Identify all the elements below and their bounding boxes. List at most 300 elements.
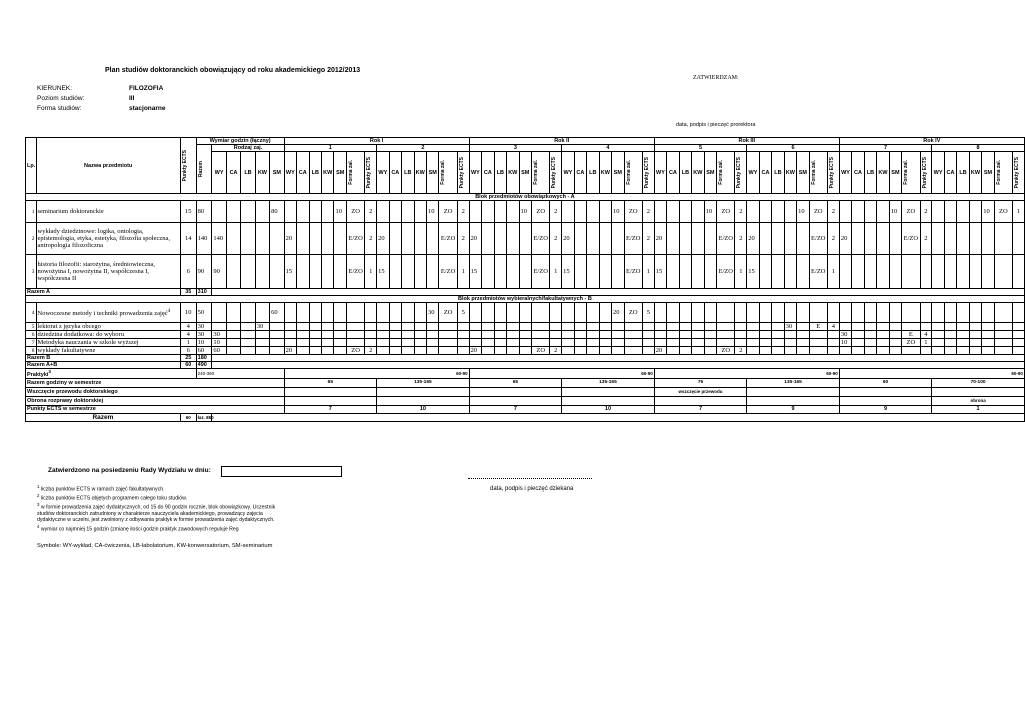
row-s6-forma <box>809 339 827 347</box>
row-s6-kw <box>784 255 796 289</box>
row-s6-lb <box>772 323 784 331</box>
col-s2-ects: Punkty ECTS <box>457 152 469 194</box>
row-s6-ca <box>759 201 771 223</box>
row-s6-forma: E <box>809 323 827 331</box>
ects-sem-5: 7 <box>654 405 747 413</box>
row-s2-forma <box>439 331 457 339</box>
row-s5-sm <box>704 339 716 347</box>
row-s3-forma <box>532 323 550 331</box>
row-s1-kw <box>321 255 333 289</box>
row-s1-wy <box>284 201 296 223</box>
row-s7-sm <box>889 331 901 339</box>
ects-sem-7: 9 <box>839 405 932 413</box>
row-s5-wy <box>654 339 666 347</box>
row-lp: 4 <box>26 303 37 323</box>
row-s8-ca <box>944 339 956 347</box>
row-s1-sm <box>334 255 346 289</box>
row-s1-ects <box>365 323 377 331</box>
row-s2-forma: ZO <box>439 303 457 323</box>
col-s4-forma: Forma zal. <box>624 152 642 194</box>
blok-b-header: Blok przedmiotów wybieralnych/fakultatywnych - B <box>26 296 1025 303</box>
row-s1-wy <box>284 323 296 331</box>
row-s3-kw <box>507 339 519 347</box>
row-rodzaj-kw <box>255 255 269 289</box>
col-wymiar: Wymiar godzin (łączny) <box>196 138 284 145</box>
row-s2-forma: ZO <box>439 201 457 223</box>
row-s3-kw <box>507 201 519 223</box>
row-s7-sm <box>889 347 901 355</box>
row-name: Metodyka nauczania w szkole wyższej <box>36 339 180 347</box>
row-s7-ects <box>920 303 932 323</box>
col-s6-kw: KW <box>784 152 796 194</box>
row-s1-ca <box>297 347 309 355</box>
row-ects: 14 <box>180 223 196 255</box>
col-s4-ca: CA <box>574 152 586 194</box>
row-rodzaj-lb <box>241 201 255 223</box>
row-s5-kw <box>692 347 704 355</box>
col-sem-8: 8 <box>932 145 1025 152</box>
row-s5-wy: 20 <box>654 347 666 355</box>
dziekan-signature-label: data, podpis i pieczęć dziekana <box>490 486 574 492</box>
row-s8-sm <box>982 347 994 355</box>
row-s3-wy <box>469 201 481 223</box>
row-s3-wy: 15 <box>469 255 481 289</box>
row-s6-sm <box>797 331 809 339</box>
row-s5-sm: 10 <box>704 201 716 223</box>
row-s3-lb <box>494 255 506 289</box>
row-s1-wy: 20 <box>284 347 296 355</box>
row-s8-wy <box>932 255 944 289</box>
row-s1-ects: 2 <box>365 347 377 355</box>
row-s3-ects: 1 <box>550 255 562 289</box>
row-s8-ects: 1 <box>1013 201 1025 223</box>
row-s6-forma: ZO <box>809 201 827 223</box>
row-s4-sm <box>612 347 624 355</box>
row-s7-sm <box>889 255 901 289</box>
row-s1-sm <box>334 331 346 339</box>
row-s8-sm <box>982 331 994 339</box>
row-s4-lb <box>587 255 599 289</box>
godz-sem-label: Razem godziny w semestrze <box>26 378 285 387</box>
row-name: wykłady dziedzinowe: logika, ontologia, epistemologia, etyka, estetyka, filozofia społeczna, antropologia filozoficzna <box>36 223 180 255</box>
row-s8-lb <box>957 331 969 339</box>
row-s8-lb <box>957 255 969 289</box>
obrona-label: Obrona rozprawy doktorskiej <box>26 396 285 405</box>
row-s6-kw <box>784 347 796 355</box>
row-s8-wy <box>932 347 944 355</box>
footnotes <box>37 484 277 533</box>
row-s5-sm <box>704 331 716 339</box>
row-s4-ects: 2 <box>642 201 654 223</box>
obrona-sem-4 <box>562 396 655 405</box>
row-s6-ects <box>827 303 839 323</box>
col-s1-ects: Punkty ECTS <box>365 152 377 194</box>
row-s4-forma: E/ZO <box>624 255 642 289</box>
row-s1-lb <box>309 347 321 355</box>
row-s6-forma <box>809 303 827 323</box>
row-s5-ca <box>667 339 679 347</box>
row-s4-ects <box>642 323 654 331</box>
row-s2-sm <box>426 347 438 355</box>
row-s4-ca <box>574 255 586 289</box>
row-s8-kw <box>969 339 981 347</box>
row-s1-lb <box>309 255 321 289</box>
row-s4-ects: 5 <box>642 303 654 323</box>
row-s1-ca <box>297 201 309 223</box>
col-sem-5: 5 <box>654 145 747 152</box>
row-s3-forma <box>532 303 550 323</box>
row-s4-lb <box>587 223 599 255</box>
row-s1-kw <box>321 347 333 355</box>
col-s6-wy: WY <box>747 152 759 194</box>
row-s5-ca <box>667 201 679 223</box>
row-s6-forma <box>809 347 827 355</box>
row-s5-lb <box>679 303 691 323</box>
row-s3-ca <box>482 339 494 347</box>
row-s4-lb <box>587 339 599 347</box>
row-s3-ects <box>550 303 562 323</box>
row-s7-sm <box>889 339 901 347</box>
col-rodzaj-kw: KW <box>255 152 269 194</box>
row-s2-ca <box>389 331 401 339</box>
row-s5-lb <box>679 339 691 347</box>
row-s7-lb <box>864 323 876 331</box>
row-s6-ca <box>759 255 771 289</box>
row-s1-kw <box>321 323 333 331</box>
col-rodzaj-ca: CA <box>226 152 240 194</box>
row-s6-sm <box>797 323 809 331</box>
row-s1-ca <box>297 255 309 289</box>
row-s4-ca <box>574 201 586 223</box>
row-s8-ca <box>944 331 956 339</box>
wszczecie-label: Wszczęcie przewodu doktorskiego <box>26 387 285 396</box>
row-s5-forma <box>717 323 735 331</box>
row-s2-wy <box>377 339 389 347</box>
row-s4-wy <box>562 323 574 331</box>
row-s4-ca <box>574 339 586 347</box>
row-s5-sm <box>704 303 716 323</box>
row-s8-wy <box>932 223 944 255</box>
col-s5-forma: Forma zal. <box>717 152 735 194</box>
row-s2-ca <box>389 255 401 289</box>
row-s7-lb <box>864 255 876 289</box>
row-s5-forma <box>717 331 735 339</box>
row-s3-wy <box>469 331 481 339</box>
row-s2-ca <box>389 339 401 347</box>
row-razem: 30 <box>196 331 212 339</box>
col-s3-ca: CA <box>482 152 494 194</box>
row-s5-kw <box>692 339 704 347</box>
row-s3-ca <box>482 223 494 255</box>
godz-sem-5: 75 <box>654 378 747 387</box>
row-lp: 7 <box>26 339 37 347</box>
godz-sem-4: 135-165 <box>562 378 655 387</box>
praktyki-rok-4: 60-90 <box>839 369 1024 379</box>
row-s5-ca <box>667 255 679 289</box>
row-s8-forma <box>994 347 1012 355</box>
row-s4-forma: E/ZO <box>624 223 642 255</box>
row-s6-ca <box>759 303 771 323</box>
row-s2-ca <box>389 323 401 331</box>
row-s2-wy: 15 <box>377 255 389 289</box>
col-s7-kw: KW <box>877 152 889 194</box>
row-s8-kw <box>969 201 981 223</box>
row-rodzaj-lb <box>241 255 255 289</box>
row-s4-kw <box>599 323 611 331</box>
col-s7-sm: SM <box>889 152 901 194</box>
row-s5-wy: 20 <box>654 223 666 255</box>
row-s6-lb <box>772 223 784 255</box>
rada-date-field[interactable] <box>221 466 342 477</box>
row-s2-lb <box>402 347 414 355</box>
col-sem-3: 3 <box>469 145 562 152</box>
col-sem-6: 6 <box>747 145 840 152</box>
row-s7-sm <box>889 223 901 255</box>
row-rodzaj-sm: 80 <box>270 201 284 223</box>
row-s1-forma <box>346 339 364 347</box>
row-s5-sm <box>704 323 716 331</box>
row-s5-ects: 2 <box>735 347 747 355</box>
row-s2-kw <box>414 331 426 339</box>
col-s8-ca: CA <box>944 152 956 194</box>
row-rodzaj-lb <box>241 331 255 339</box>
forma-label: Forma studiów: <box>37 105 82 112</box>
row-s3-wy <box>469 323 481 331</box>
prorektor-signature-label: data, podpis i pieczęć prorektora <box>676 122 756 128</box>
row-s1-ca <box>297 331 309 339</box>
row-s8-kw <box>969 331 981 339</box>
row-s7-ects <box>920 255 932 289</box>
row-s7-ca <box>852 331 864 339</box>
wszczecie-sem-5: wszczęcie przewodu <box>654 387 747 396</box>
col-s8-kw: KW <box>969 152 981 194</box>
row-s6-wy <box>747 323 759 331</box>
row-rodzaj-sm <box>270 347 284 355</box>
col-s5-sm: SM <box>704 152 716 194</box>
row-s6-kw: 30 <box>784 323 796 331</box>
row-s4-kw <box>599 339 611 347</box>
row-s4-forma <box>624 339 642 347</box>
row-s7-ects <box>920 347 932 355</box>
row-lp: 5 <box>26 323 37 331</box>
row-s4-wy: 20 <box>562 223 574 255</box>
row-razem: 90 <box>196 255 212 289</box>
row-lp: 1 <box>26 201 37 223</box>
razem-final-label: Razem <box>26 413 181 421</box>
row-s7-lb <box>864 201 876 223</box>
row-s3-kw <box>507 323 519 331</box>
row-s7-forma <box>902 255 920 289</box>
row-s7-lb <box>864 303 876 323</box>
row-s6-ects: 4 <box>827 323 839 331</box>
row-s3-lb <box>494 347 506 355</box>
row-s5-ects <box>735 339 747 347</box>
row-s4-kw <box>599 255 611 289</box>
row-s2-ca <box>389 223 401 255</box>
row-s8-forma <box>994 223 1012 255</box>
row-s2-lb <box>402 303 414 323</box>
row-rodzaj-lb <box>241 323 255 331</box>
row-s1-lb <box>309 339 321 347</box>
praktyki-rok-1: 60-90 <box>284 369 469 379</box>
wszczecie-sem-7 <box>839 387 932 396</box>
ects-sem-label: Punkty ECTS w semestrze <box>26 405 285 413</box>
row-s8-wy <box>932 201 944 223</box>
row-s5-ca <box>667 331 679 339</box>
col-s5-kw: KW <box>692 152 704 194</box>
row-ects: 6 <box>180 347 196 355</box>
row-s6-forma: E/ZO <box>809 255 827 289</box>
col-s7-ects: Punkty ECTS <box>920 152 932 194</box>
row-s5-ca <box>667 303 679 323</box>
row-s1-kw <box>321 339 333 347</box>
row-s3-wy <box>469 303 481 323</box>
row-s8-forma <box>994 255 1012 289</box>
ects-sem-2: 10 <box>377 405 470 413</box>
row-ects: 4 <box>180 323 196 331</box>
row-s4-wy <box>562 347 574 355</box>
row-s6-lb <box>772 331 784 339</box>
col-s1-sm: SM <box>334 152 346 194</box>
row-lp: 2 <box>26 223 37 255</box>
row-s1-wy: 20 <box>284 223 296 255</box>
row-s3-kw <box>507 223 519 255</box>
row-s7-wy <box>839 201 851 223</box>
row-s6-kw <box>784 201 796 223</box>
row-s7-ca <box>852 201 864 223</box>
col-s8-lb: LB <box>957 152 969 194</box>
row-s6-kw <box>784 303 796 323</box>
row-rodzaj-wy: 140 <box>212 223 226 255</box>
row-s6-lb <box>772 255 784 289</box>
row-s2-ects <box>457 347 469 355</box>
row-s2-ects: 2 <box>457 201 469 223</box>
row-s7-ca <box>852 255 864 289</box>
row-s1-lb <box>309 201 321 223</box>
row-s5-sm <box>704 255 716 289</box>
wszczecie-sem-2 <box>377 387 470 396</box>
col-nazwa: Nazwa przedmiotu <box>36 138 180 194</box>
row-s4-lb <box>587 323 599 331</box>
row-s7-kw <box>877 255 889 289</box>
row-s1-lb <box>309 303 321 323</box>
row-s2-lb <box>402 331 414 339</box>
row-s8-lb <box>957 323 969 331</box>
row-s2-wy <box>377 347 389 355</box>
row-s8-lb <box>957 347 969 355</box>
razem-b-label: Razem B <box>26 355 181 362</box>
col-s7-wy: WY <box>839 152 851 194</box>
row-s8-sm <box>982 323 994 331</box>
row-s2-wy <box>377 303 389 323</box>
col-s6-ects: Punkty ECTS <box>827 152 839 194</box>
row-name: dziedzina dodatkowa: do wyboru <box>36 331 180 339</box>
row-s2-forma <box>439 347 457 355</box>
row-rodzaj-kw <box>255 331 269 339</box>
row-s4-lb <box>587 347 599 355</box>
row-s4-sm <box>612 331 624 339</box>
row-s4-ca <box>574 331 586 339</box>
row-rodzaj-wy <box>212 323 226 331</box>
row-s3-forma <box>532 331 550 339</box>
obrona-sem-8: obrona <box>932 396 1025 405</box>
row-s7-forma: ZO <box>902 339 920 347</box>
table-row <box>26 303 1025 323</box>
row-s8-forma <box>994 303 1012 323</box>
ects-sem-4: 10 <box>562 405 655 413</box>
col-s3-forma: Forma zal. <box>532 152 550 194</box>
praktyki-label: Praktyki$^3$ <box>26 369 197 379</box>
row-s2-ects: 2 <box>457 223 469 255</box>
row-rodzaj-wy <box>212 303 226 323</box>
row-razem: 50 <box>196 303 212 323</box>
row-rodzaj-sm <box>270 339 284 347</box>
row-s1-ects <box>365 331 377 339</box>
row-lp: 8 <box>26 347 37 355</box>
col-s2-ca: CA <box>389 152 401 194</box>
row-s5-kw <box>692 223 704 255</box>
row-rodzaj-ca <box>226 347 240 355</box>
row-s2-ects: 5 <box>457 303 469 323</box>
row-s2-sm <box>426 323 438 331</box>
row-s1-sm <box>334 303 346 323</box>
row-s1-ects <box>365 303 377 323</box>
razem-ab-h: 490 <box>196 362 212 369</box>
row-s6-sm <box>797 255 809 289</box>
col-s8-sm: SM <box>982 152 994 194</box>
col-s8-forma: Forma zal. <box>994 152 1012 194</box>
col-rodzaj-lb: LB <box>241 152 255 194</box>
row-rodzaj-lb <box>241 303 255 323</box>
row-rodzaj-wy: 30 <box>212 331 226 339</box>
row-s2-kw <box>414 223 426 255</box>
forma-value: stacjonarne <box>129 105 166 112</box>
row-s8-kw <box>969 347 981 355</box>
col-s4-wy: WY <box>562 152 574 194</box>
row-name: wykłady fakultatywne <box>36 347 180 355</box>
table-row <box>26 255 1025 289</box>
row-s6-lb <box>772 339 784 347</box>
row-s5-ca <box>667 347 679 355</box>
row-ects: 6 <box>180 255 196 289</box>
row-s7-ects: 2 <box>920 223 932 255</box>
poziom-label: Poziom studiów: <box>37 95 85 102</box>
row-s3-kw <box>507 347 519 355</box>
col-razem: Razem <box>196 145 212 194</box>
col-s7-lb: LB <box>864 152 876 194</box>
row-rodzaj-kw <box>255 223 269 255</box>
col-s2-sm: SM <box>426 152 438 194</box>
row-rodzaj-sm <box>270 223 284 255</box>
row-s3-forma: ZO <box>532 201 550 223</box>
row-s1-sm <box>334 223 346 255</box>
col-s2-kw: KW <box>414 152 426 194</box>
row-s4-sm <box>612 223 624 255</box>
row-s6-ects <box>827 331 839 339</box>
row-s1-ects <box>365 339 377 347</box>
table-row <box>26 331 1025 339</box>
page-title: Plan studiów doktoranckich obowiązujący od roku akademickiego 2012/2013 <box>105 67 361 74</box>
razem-a-ects: 35 <box>180 289 196 296</box>
row-s3-lb <box>494 223 506 255</box>
row-s5-ects: 2 <box>735 201 747 223</box>
godz-sem-3: 65 <box>469 378 562 387</box>
godz-sem-2: 135-165 <box>377 378 470 387</box>
row-s4-wy: 15 <box>562 255 574 289</box>
col-rodzaj-sm: SM <box>270 152 284 194</box>
col-s2-lb: LB <box>402 152 414 194</box>
row-s5-ects: 2 <box>735 223 747 255</box>
